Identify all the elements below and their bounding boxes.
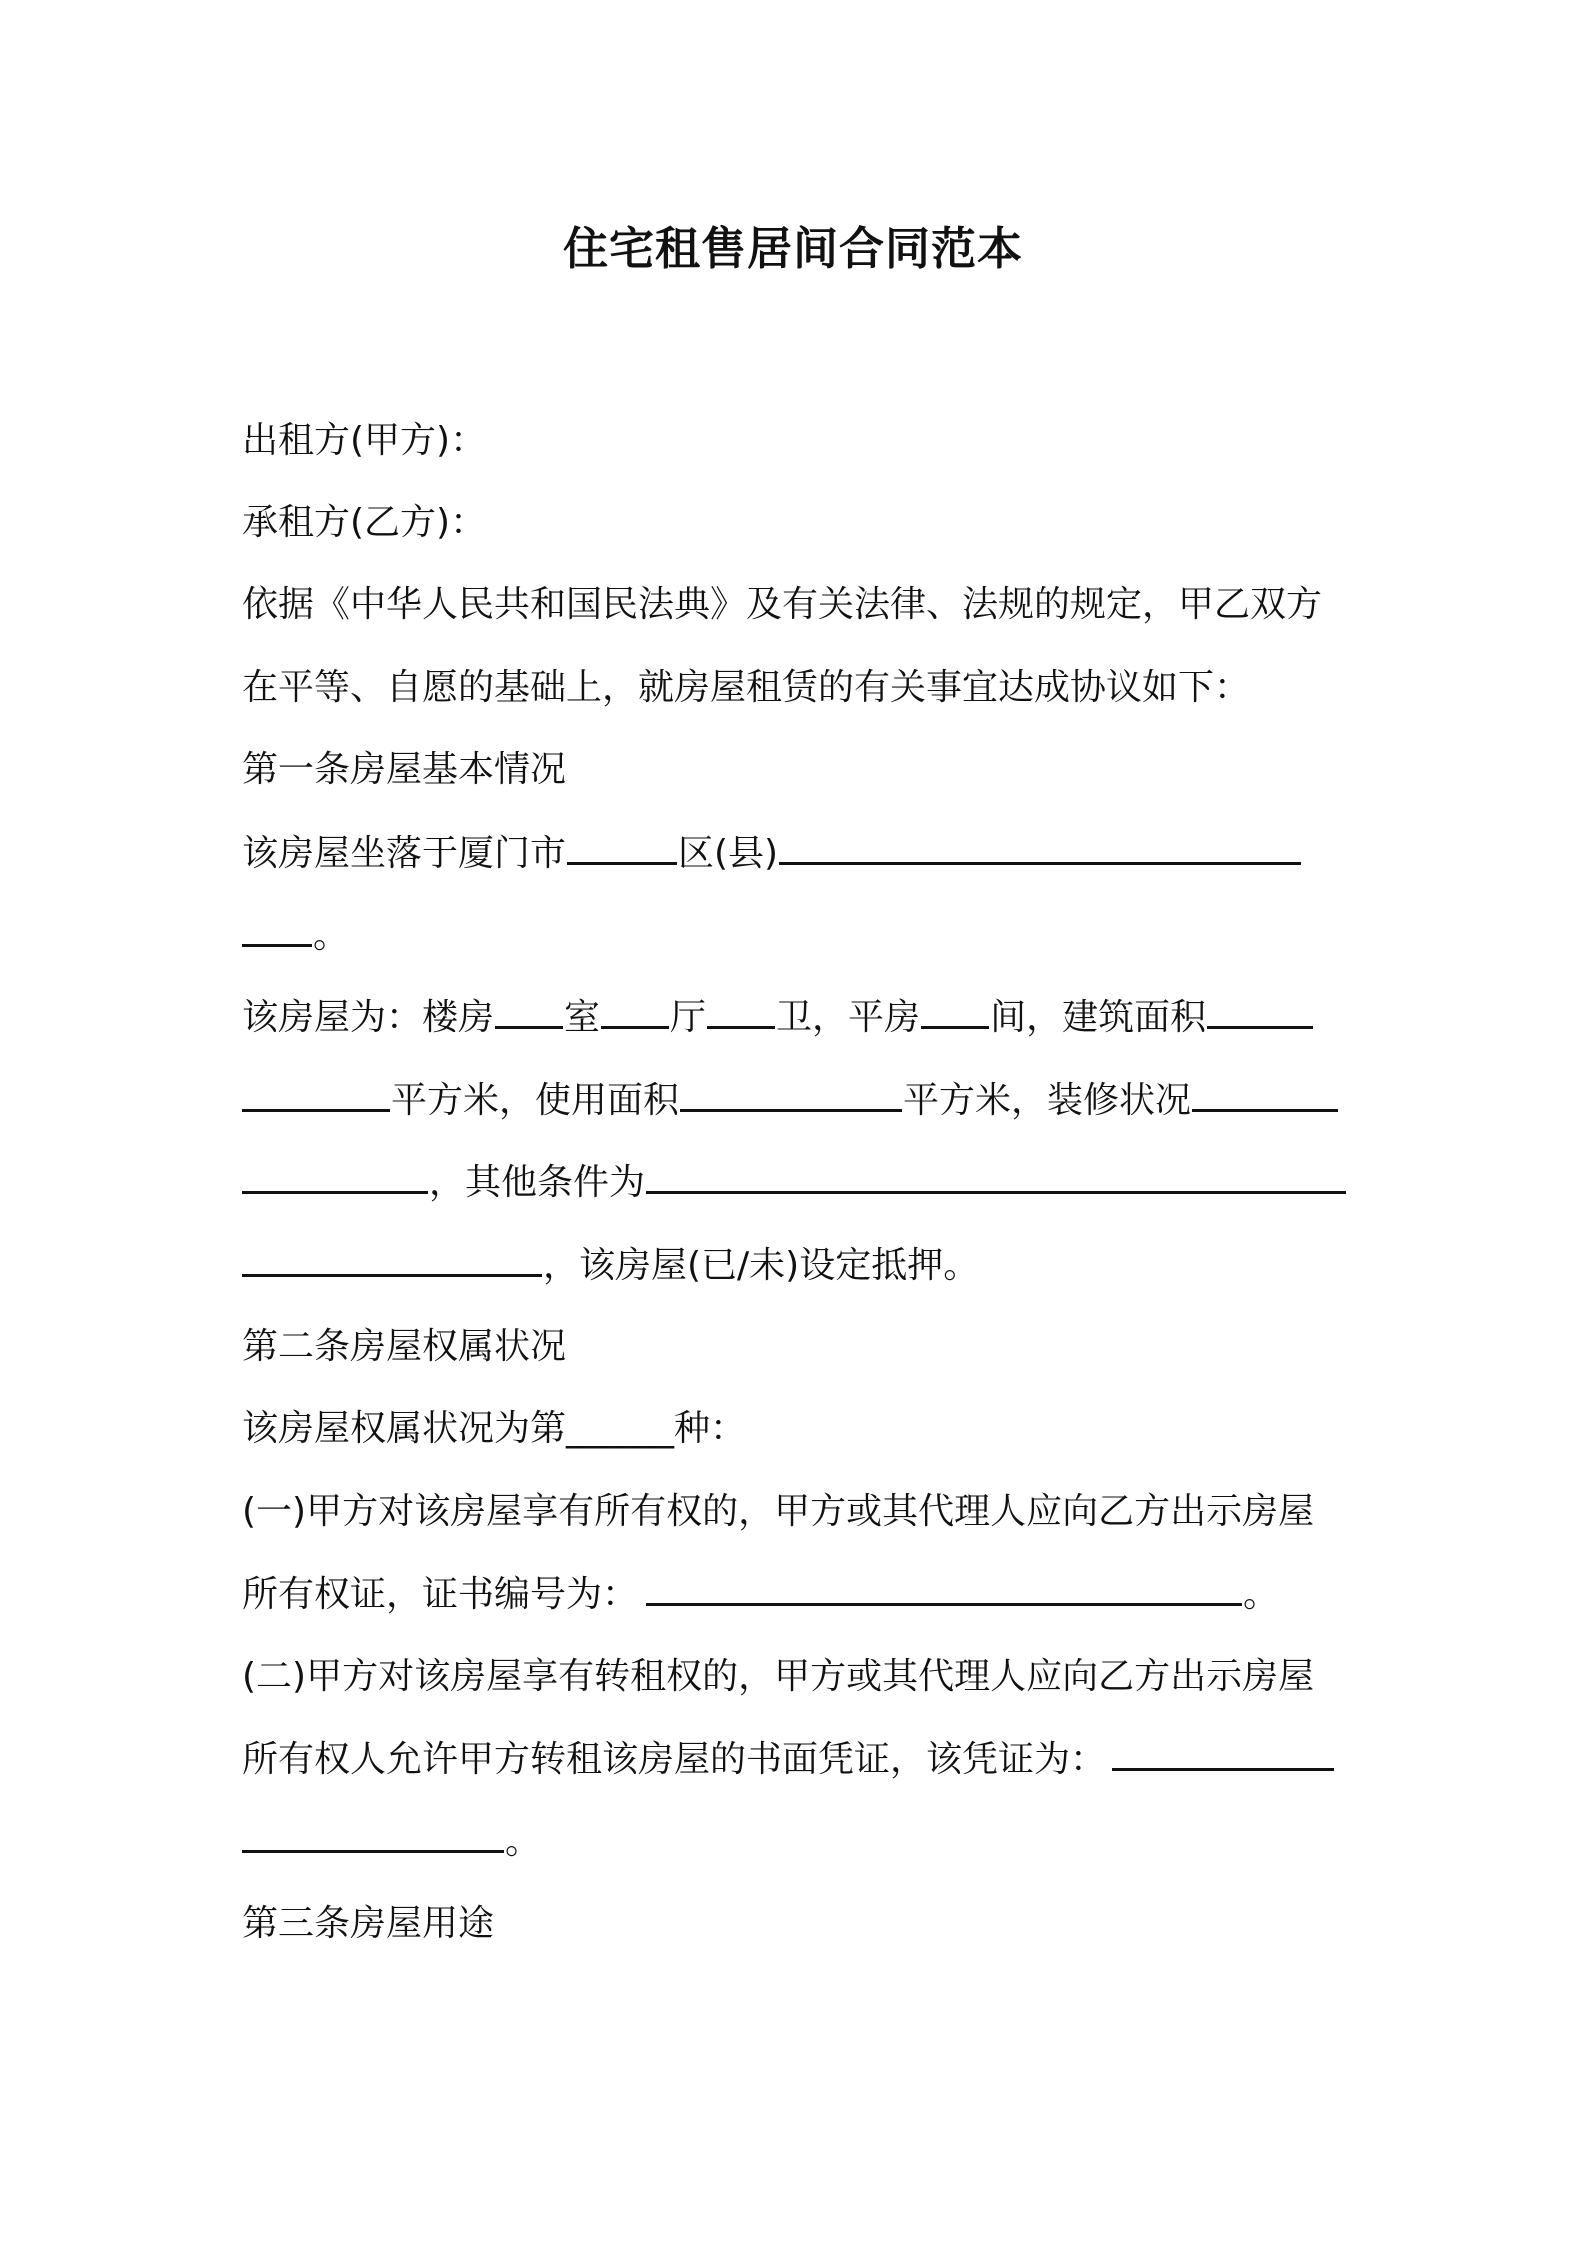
document-title: 住宅租售居间合同范本 (562, 222, 1023, 275)
floor-area-label: 间，建筑面积 (990, 997, 1207, 1038)
decoration-blank[interactable] (1192, 1075, 1338, 1112)
article-2-p2-line-1 (242, 1652, 1314, 1702)
article-1-location-cont (242, 910, 349, 960)
article-2-heading-text: 第二条房屋权属状况 (242, 1326, 567, 1367)
article-2-p1-line-1 (242, 1487, 1314, 1537)
article-1-heading (242, 745, 566, 795)
article-1-location-line (242, 828, 1302, 878)
article-3-heading-text: 第三条房屋用途 (242, 1903, 495, 1944)
certificate-period: 。 (1243, 1574, 1280, 1615)
article-2-heading (242, 1322, 566, 1372)
sublease-voucher-blank-cont[interactable] (242, 1816, 504, 1853)
address-blank-cont[interactable] (242, 910, 312, 947)
certificate-number-blank[interactable] (646, 1569, 1242, 1606)
district-label: 区(县) (678, 833, 779, 874)
article-2-p2-line-2 (242, 1734, 1335, 1784)
sublease-voucher-blank[interactable] (1112, 1734, 1334, 1771)
certificate-number-label: 所有权证，证书编号为： (242, 1574, 639, 1615)
article-1-conditions-line (242, 1157, 1347, 1207)
decoration-label: 平方米，装修状况 (903, 1080, 1192, 1121)
baths-blank[interactable] (707, 992, 775, 1029)
halls-blank[interactable] (601, 992, 669, 1029)
bungalow-blank[interactable] (921, 992, 989, 1029)
mortgage-text: ，该房屋(已/未)设定抵押。 (543, 1245, 980, 1286)
floor-area-blank[interactable] (1207, 992, 1313, 1029)
article-2-kind-line (242, 1404, 746, 1454)
article-1-area-line (242, 1075, 1339, 1125)
location-city-text: 该房屋坐落于厦门市 (242, 833, 567, 874)
article-2-p1-line-2 (242, 1569, 1279, 1619)
article-1-mortgage-line (242, 1240, 979, 1290)
other-conditions-blank[interactable] (646, 1157, 1346, 1194)
halls-label: 厅 (670, 997, 707, 1038)
floor-area-blank-cont[interactable] (242, 1075, 390, 1112)
article-2-p2-line-3 (242, 1816, 541, 1866)
district-blank[interactable] (567, 828, 677, 865)
other-conditions-label: ，其他条件为 (429, 1162, 646, 1203)
rooms-label: 室 (564, 997, 601, 1038)
lessee-line (242, 498, 486, 548)
address-blank[interactable] (779, 828, 1301, 865)
article-1-heading-text: 第一条房屋基本情况 (242, 749, 567, 790)
intro-line-2 (242, 663, 1250, 713)
sublease-period: 。 (505, 1821, 542, 1862)
baths-label: 卫，平房 (776, 997, 921, 1038)
article-1-type-line (242, 992, 1314, 1042)
intro-text-2: 在平等、自愿的基础上，就房屋租赁的有关事宜达成协议如下： (242, 667, 1251, 708)
rooms-blank[interactable] (495, 992, 563, 1029)
ownership-kind-text: 该房屋权属状况为第______种： (242, 1408, 747, 1449)
sublease-voucher-label: 所有权人允许甲方转租该房屋的书面凭证，该凭证为： (242, 1739, 1107, 1780)
usable-area-label: 平方米，使用面积 (391, 1080, 680, 1121)
intro-line-1 (242, 580, 1322, 630)
lessor-line (242, 416, 486, 466)
other-conditions-blank-cont[interactable] (242, 1240, 542, 1277)
lessee-label: 承租方(乙方)： (242, 502, 487, 543)
intro-text-1: 依据《中华人民共和国民法典》及有关法律、法规的规定，甲乙双方 (242, 584, 1323, 625)
article-3-heading (242, 1899, 494, 1949)
lessor-label: 出租方(甲方)： (242, 420, 487, 461)
sublease-clause-text: (二)甲方对该房屋享有转租权的，甲方或其代理人应向乙方出示房屋 (242, 1656, 1315, 1697)
ownership-clause-1-text: (一)甲方对该房屋享有所有权的，甲方或其代理人应向乙方出示房屋 (242, 1491, 1315, 1532)
usable-area-blank[interactable] (680, 1075, 902, 1112)
location-period: 。 (313, 915, 350, 956)
building-type-text: 该房屋为：楼房 (242, 997, 495, 1038)
decoration-blank-cont[interactable] (242, 1157, 428, 1194)
